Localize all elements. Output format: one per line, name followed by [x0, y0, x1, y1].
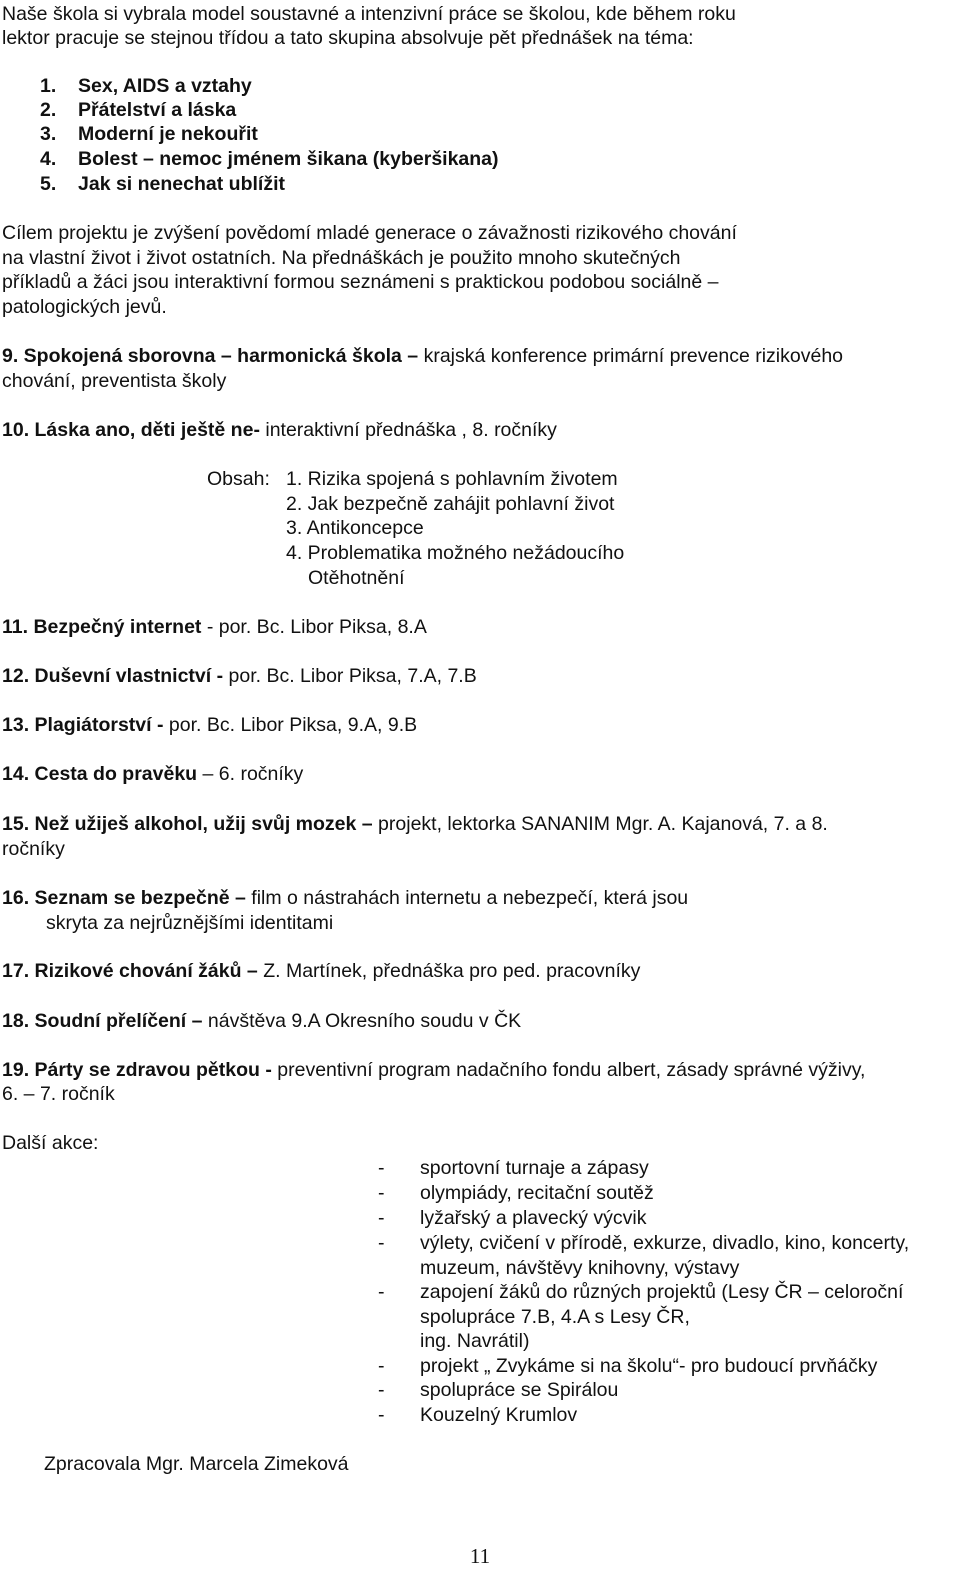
- item-9: 9. Spokojená sborovna – harmonická škola – krajská konference primární prevence rizikového: [2, 345, 844, 367]
- list-item: Kouzelný Krumlov: [420, 1404, 578, 1426]
- item-11: 11. Bezpečný internet - por. Bc. Libor Piksa, 8.A: [2, 616, 427, 638]
- list-item-cont: spolupráce 7.B, 4.A s Lesy ČR,: [420, 1306, 690, 1328]
- intro-line-2: lektor pracuje se stejnou třídou a tato skupina absolvuje pět přednášek na téma:: [2, 27, 694, 49]
- list-item-cont: ing. Navrátil): [420, 1330, 530, 1352]
- list-item-text: Sex, AIDS a vztahy: [78, 75, 252, 97]
- intro-line-1: Naše škola si vybrala model soustavné a intenzivní práce se školou, kde během roku: [2, 3, 736, 25]
- list-item-text: Jak si nenechat ublížit: [78, 173, 285, 195]
- author-signature: Zpracovala Mgr. Marcela Zimeková: [44, 1453, 349, 1475]
- item-10: 10. Láska ano, děti ještě ne- interaktivní přednáška , 8. ročníky: [2, 419, 557, 441]
- list-item-text: Moderní je nekouřit: [78, 123, 258, 145]
- bullet-dash: -: [378, 1182, 385, 1204]
- item-14: 14. Cesta do pravěku – 6. ročníky: [2, 763, 304, 785]
- obsah-item: 3. Antikoncepce: [286, 517, 424, 539]
- goal-line-3: příkladů a žáci jsou interaktivní formou seznámeni s praktickou podobou sociálně –: [2, 271, 719, 293]
- list-item: 2.: [40, 99, 57, 121]
- bullet-dash: -: [378, 1232, 385, 1254]
- goal-line-2: na vlastní život i život ostatních. Na přednáškách je použito mnoho skutečných: [2, 247, 681, 269]
- bullet-dash: -: [378, 1404, 385, 1426]
- item-19-line-2: 6. – 7. ročník: [2, 1083, 115, 1105]
- list-item: výlety, cvičení v přírodě, exkurze, divadlo, kino, koncerty,: [420, 1232, 910, 1254]
- item-17: 17. Rizikové chování žáků – Z. Martínek, přednáška pro ped. pracovníky: [2, 960, 641, 982]
- obsah-label: Obsah:: [207, 468, 270, 490]
- list-item: 4.: [40, 148, 57, 170]
- bullet-dash: -: [378, 1281, 385, 1303]
- obsah-item: 4. Problematika možného nežádoucího: [286, 542, 625, 564]
- bullet-dash: -: [378, 1355, 385, 1377]
- item-16: 16. Seznam se bezpečně – film o nástrahách internetu a nebezpečí, která jsou: [2, 887, 689, 909]
- obsah-item: 2. Jak bezpečně zahájit pohlavní život: [286, 493, 615, 515]
- dalsi-akce-label: Další akce:: [2, 1132, 99, 1154]
- item-15: 15. Než užiješ alkohol, užij svůj mozek – projekt, lektorka SANANIM Mgr. A. Kajanová, 7. a 8.: [2, 813, 828, 835]
- list-item: lyžařský a plavecký výcvik: [420, 1207, 647, 1229]
- list-item-text: Bolest – nemoc jménem šikana (kyberšikana): [78, 148, 499, 170]
- list-item: 3.: [40, 123, 57, 145]
- obsah-item: Otěhotnění: [308, 567, 405, 589]
- list-item: spolupráce se Spirálou: [420, 1379, 619, 1401]
- list-item-text: Přátelství a láska: [78, 99, 237, 121]
- item-18: 18. Soudní přelíčení – návštěva 9.A Okresního soudu v ČK: [2, 1010, 522, 1032]
- bullet-dash: -: [378, 1207, 385, 1229]
- list-item: 1.: [40, 75, 57, 97]
- bullet-dash: -: [378, 1379, 385, 1401]
- goal-line-1: Cílem projektu je zvýšení povědomí mladé generace o závažnosti rizikového chování: [2, 222, 737, 244]
- page-number: 11: [469, 1544, 491, 1568]
- list-item: projekt „ Zvykáme si na školu“- pro budoucí prvňáčky: [420, 1355, 878, 1377]
- item-9-line-2: chování, preventista školy: [2, 370, 227, 392]
- obsah-item: 1. Rizika spojená s pohlavním životem: [286, 468, 618, 490]
- list-item-cont: muzeum, návštěvy knihovny, výstavy: [420, 1257, 740, 1279]
- item-15-line-2: ročníky: [2, 838, 65, 860]
- item-13: 13. Plagiátorství - por. Bc. Libor Piksa, 9.A, 9.B: [2, 714, 418, 736]
- item-16-line-2: skryta za nejrůznějšími identitami: [46, 912, 334, 934]
- bullet-dash: -: [378, 1157, 385, 1179]
- goal-line-4: patologických jevů.: [2, 296, 167, 318]
- list-item: zapojení žáků do různých projektů (Lesy ČR – celoroční: [420, 1281, 904, 1303]
- item-19: 19. Párty se zdravou pětkou - preventivní program nadačního fondu albert, zásady správné výživy,: [2, 1059, 866, 1081]
- list-item: 5.: [40, 173, 57, 195]
- list-item: sportovní turnaje a zápasy: [420, 1157, 649, 1179]
- list-item: olympiády, recitační soutěž: [420, 1182, 654, 1204]
- item-12: 12. Duševní vlastnictví - por. Bc. Libor Piksa, 7.A, 7.B: [2, 665, 477, 687]
